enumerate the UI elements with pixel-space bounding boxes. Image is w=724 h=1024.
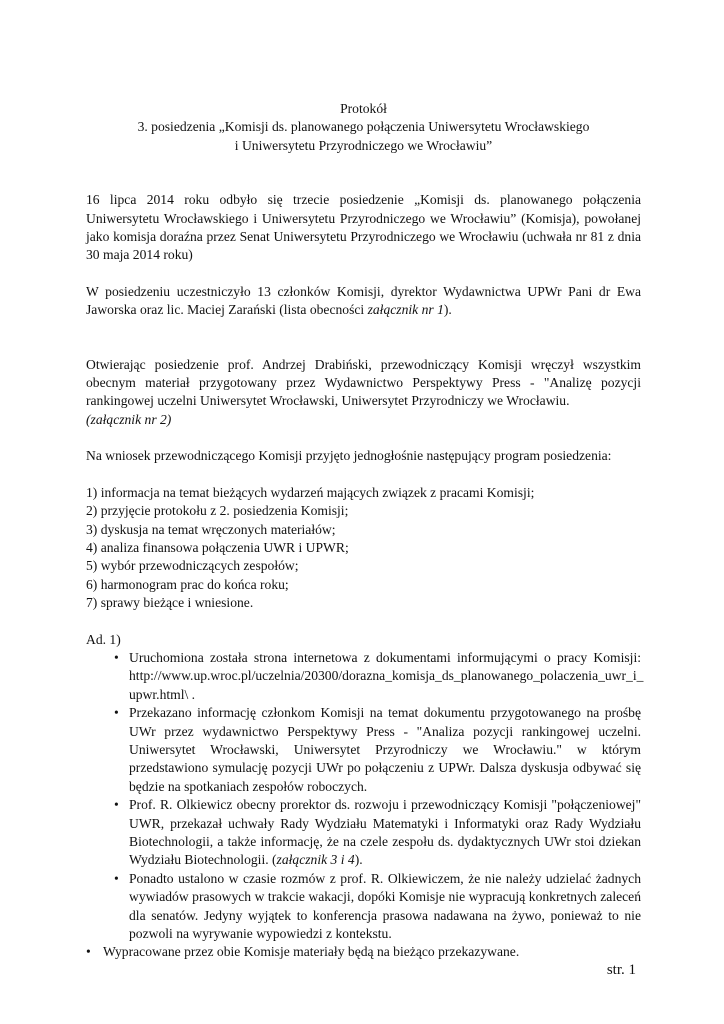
bullet-icon: • xyxy=(114,870,119,886)
list-item xyxy=(114,704,641,796)
protocol-subtitle-line1: 3. posiedzenia „Komisji ds. planowanego połączenia Uniwersytetu Wrocławskiego xyxy=(137,119,590,135)
bullet-text: Ponadto ustalono w czasie rozmów z prof. R. Olkiewiczem, że nie należy udzielać żadnych wywiadów prasowych w trakcie wakacji, dopóki Komisje nie wypracują konkretnych zaleceń dla senatów. Jedyny wyjątek to konferencja prasowa nadawana na żywo, ponieważ to nie pozwoli na wyrywanie wypowiedzi z kontekstu. xyxy=(129,870,641,942)
attendance-paragraph xyxy=(86,283,641,320)
bullet-icon: • xyxy=(114,649,119,665)
list-item: 3) dyskusja na temat wręczonych materiałów; xyxy=(86,521,336,537)
bullet-icon: • xyxy=(114,797,119,813)
opening-paragraph xyxy=(86,356,641,430)
final-bullet-text: Wypracowane przez obie Komisje materiały będą na bieżąco przekazywane. xyxy=(103,944,520,960)
list-item xyxy=(114,796,641,870)
intro-paragraph: 16 lipca 2014 roku odbyło się trzecie posiedzenie „Komisji ds. planowanego połączenia Uniwersytetu Wrocławskiego i Uniwersytetu Przyrodniczego we Wrocławiu” (Komisja), powołanej jako komisja doraźna przez Senat Uniwersytetu Przyrodniczego we Wrocławiu (uchwała nr 81 z dnia 30 maja 2014 roku) xyxy=(86,192,641,263)
bullet-text: Uruchomiona została strona internetowa z dokumentami informującymi o pracy Komisji: http://www.up.wroc.pl/uczelnia/20300/dorazna_komisja_ds_planowanego_polaczenia_uwr_i_ upwr.html\ . xyxy=(129,649,644,702)
list-item: 2) przyjęcie protokołu z 2. posiedzenia Komisji; xyxy=(86,503,349,519)
attendance-ref: załącznik nr 1 xyxy=(367,302,444,318)
list-item xyxy=(114,870,641,944)
program-list xyxy=(86,484,641,613)
document-page xyxy=(86,100,644,962)
list-item: 7) sprawy bieżące i wniesione. xyxy=(86,595,254,611)
opening-text: Otwierając posiedzenie prof. Andrzej Drabiński, przewodniczący Komisji wręczył wszystkim obecnym materiał przygotowany przez Wydawnictwo Perspektywy Press - "Analizę pozycji rankingowej uczelni Uniwersytet Wrocławski, Uniwersytet Przyrodniczy we Wrocławiu. xyxy=(86,356,641,409)
bullet-end: ). xyxy=(354,852,363,868)
list-item xyxy=(114,649,644,704)
bullet-icon: • xyxy=(86,944,91,960)
bullet-text: Prof. R. Olkiewicz obecny prorektor ds. rozwoju i przewodniczący Komisji "połączeniowej" UWR, przekazał uchwały Rady Wydziału Matematyki i Informatyki oraz Rady Wydziału Biotechnologii, a także informację, że na czele zespołu ds. dydaktycznych UWr stoi dziekan Wydziału Biotechnologii. ( xyxy=(129,797,641,868)
document-header xyxy=(86,100,641,155)
bullet-icon: • xyxy=(114,705,119,721)
page-number: str. 1 xyxy=(606,962,636,978)
list-item: 1) informacja na temat bieżących wydarzeń mających związek z pracami Komisji; xyxy=(86,484,535,500)
bullet-ref: załącznik 3 i 4 xyxy=(276,852,355,868)
list-item: 5) wybór przewodniczących zespołów; xyxy=(86,558,299,574)
final-bullet xyxy=(86,943,641,961)
protocol-title: Protokół xyxy=(340,101,387,116)
ad1-label: Ad. 1) xyxy=(86,631,121,647)
program-intro: Na wniosek przewodniczącego Komisji przyjęto jednogłośnie następujący program posiedzenia: xyxy=(86,448,612,464)
attendance-text: W posiedzeniu uczestniczyło 13 członków Komisji, dyrektor Wydawnictwa UPWr Pani dr Ewa Jaworska oraz lic. Maciej Zarański (lista obecności xyxy=(86,283,641,318)
bullet-text: Przekazano informację członkom Komisji na temat dokumentu przygotowanego na prośbę UWr przez wydawnictwo Perspektywy Press - "Analiza pozycji rankingowej uczelni. Uniwersytet Wrocławski, Uniwersytet Przyrodniczy we Wrocławiu." w którym przedstawiono symulację pozycji UWr po połączeniu z UPWr. Dalsza dyskusja odbywać się będzie na spotkaniach zespołów roboczych. xyxy=(129,705,641,794)
protocol-subtitle-line2: i Uniwersytetu Przyrodniczego we Wrocławiu” xyxy=(234,137,493,153)
attendance-end: ). xyxy=(443,302,452,318)
ad1-bullet-list xyxy=(86,649,644,944)
list-item: 4) analiza finansowa połączenia UWR i UPWR; xyxy=(86,539,349,555)
list-item: 6) harmonogram prac do końca roku; xyxy=(86,576,289,592)
opening-ref: (załącznik nr 2) xyxy=(86,411,172,427)
